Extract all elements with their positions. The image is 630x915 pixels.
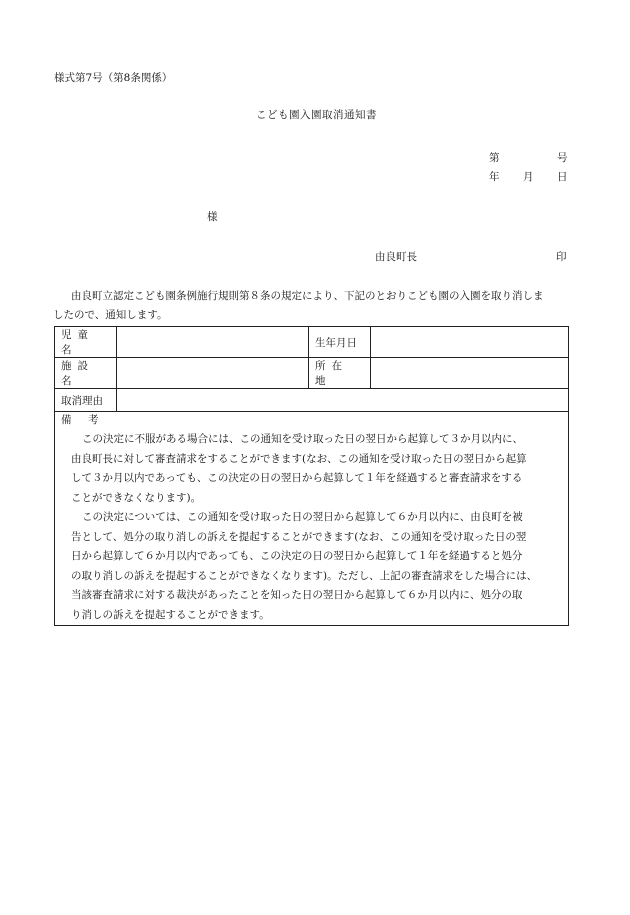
address-value <box>371 358 569 389</box>
remarks-line: 告として、処分の取り消しの訴えを提起することができます(なお、この通知を受け取った日の翌 <box>71 530 527 543</box>
reason-label: 取消理由 <box>55 389 117 412</box>
doc-number-suffix: 号 <box>557 152 568 164</box>
date-year: 年 <box>489 171 500 183</box>
document-title: こども園入園取消通知書 <box>256 109 377 121</box>
date-day: 日 <box>557 171 568 183</box>
details-table <box>54 326 569 626</box>
facility-name-label: 施設名 <box>55 358 117 389</box>
table-row <box>55 389 569 412</box>
remarks-label: 備 考 <box>61 414 102 426</box>
remarks-line: この決定については、この通知を受け取った日の翌日から起算して６か月以内に、由良町を被 <box>82 511 523 523</box>
addressee-suffix: 様 <box>207 211 218 223</box>
birthdate-label: 生年月日 <box>309 327 371 358</box>
remarks-line: り消しの訴えを提起することができます。 <box>71 608 270 621</box>
facility-name-value <box>117 358 309 389</box>
remarks-line: 由良町長に対して審査請求をすることができます(なお、この通知を受け取った日の翌日から起算 <box>71 452 527 465</box>
seal-mark: 印 <box>556 251 567 263</box>
child-name-label: 児童名 <box>55 327 117 358</box>
remarks-line: 当該審査請求に対する裁決があったことを知った日の翌日から起算して６か月以内に、処分の取 <box>71 589 523 601</box>
remarks-line: の取り消しの訴えを提起することができなくなります)。ただし、上記の審査請求をした場合には、 <box>71 569 538 582</box>
remarks-line: この決定に不服がある場合には、この通知を受け取った日の翌日から起算して３か月以内に、 <box>82 433 523 445</box>
remarks-paragraph-1 <box>61 430 562 508</box>
child-name-value <box>117 327 309 358</box>
remarks-paragraph-2 <box>61 508 562 625</box>
remarks-line: 日から起算して６か月以内であっても、この決定の日の翌日から起算して１年を経過すると処分 <box>71 550 523 562</box>
form-number: 様式第7号（第8条関係） <box>54 72 173 84</box>
remarks-cell <box>55 412 569 626</box>
intro-paragraph <box>53 287 570 325</box>
address-label: 所在地 <box>309 358 371 389</box>
remarks-line: ことができなくなります)。 <box>71 491 202 504</box>
doc-number-prefix: 第 <box>489 152 500 164</box>
remarks-line: して３か月以内であっても、この決定の日の翌日から起算して１年を経過すると審査請求をする <box>71 472 523 484</box>
birthdate-value <box>371 327 569 358</box>
sender-name: 由良町長 <box>375 251 417 263</box>
reason-value <box>117 389 569 412</box>
table-row <box>55 358 569 389</box>
table-row <box>55 327 569 358</box>
intro-line: したので、通知します。 <box>53 309 168 321</box>
table-row <box>55 412 569 626</box>
date-month: 月 <box>523 171 534 183</box>
intro-line: 由良町立認定こども園条例施行規則第８条の規定により、下記のとおりこども園の入園を取り消しま <box>71 290 544 302</box>
